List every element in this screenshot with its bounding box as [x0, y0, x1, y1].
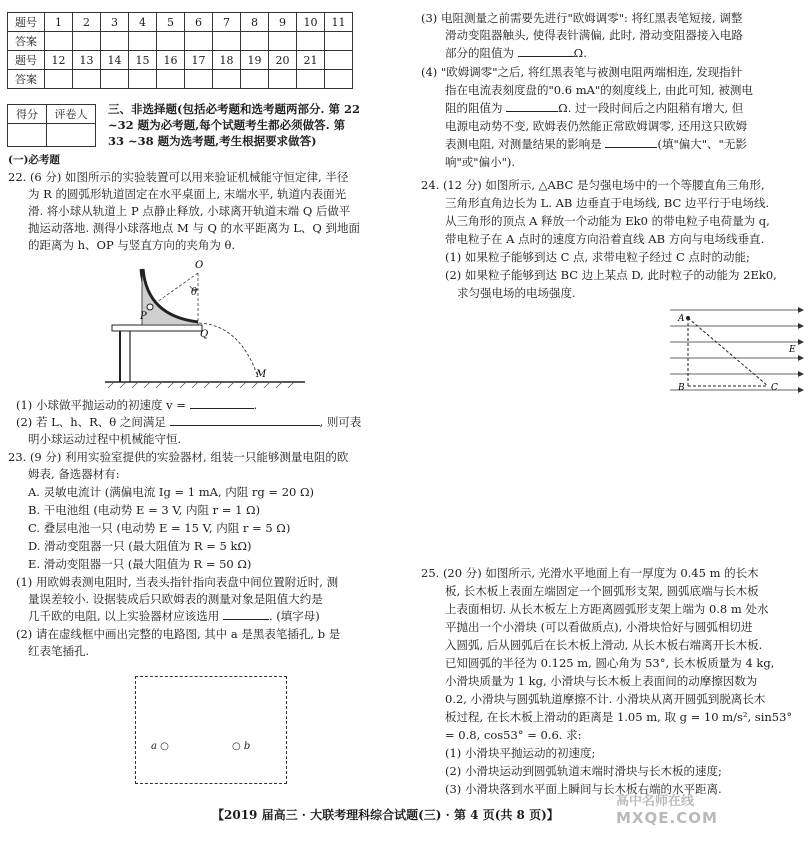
answer-cell[interactable] [297, 32, 325, 51]
label-O: O [195, 260, 204, 271]
question-text-line: (3) 小滑块落到水平面上瞬间与长木板右端的水平距离. [445, 782, 722, 796]
score-field[interactable] [8, 124, 47, 147]
question-number-cell: 9 [269, 13, 297, 32]
question-text-line: 24. (12 分) 如图所示, △ABC 是匀强电场中的一个等腰直角三角形, [421, 178, 765, 192]
page-footer: 【2019 届高三 · 大联考理科综合试题(三) · 第 4 页(共 8 页)】 [212, 808, 559, 822]
q22-sub1-text: (1) 小球做平抛运动的初速度 v = [16, 398, 186, 412]
field-arrows [798, 307, 804, 393]
answer-blank[interactable] [223, 619, 269, 620]
option-line: D. 滑动变阻器一只 (最大阻值为 R = 5 kΩ) [28, 539, 252, 553]
question-number-cell: 2 [73, 13, 101, 32]
answer-blank[interactable] [170, 425, 320, 426]
question-text-line: 明小球运动过程中机械能守恒. [28, 432, 182, 446]
label-A: A [678, 314, 685, 324]
empty-cell [325, 51, 353, 70]
question-number-cell: 4 [129, 13, 157, 32]
q23-sub3-line [445, 46, 587, 60]
q22-sub1-tail: . [253, 398, 258, 412]
option-line: C. 叠层电池一只 (电动势 E = 15 V, 内阻 r = 5 Ω) [28, 521, 291, 535]
answer-cell[interactable] [269, 32, 297, 51]
question-text-line: 平抛出一个小滑块 (可以看做质点), 小滑块恰好与圆弧相切进 [445, 620, 753, 634]
q23-sub4-unit: Ω. 过一段时间后之内阻稍有增大, 但 [558, 101, 744, 115]
option-line: E. 滑动变阻器一只 (最大阻值为 R = 50 Ω) [28, 557, 252, 571]
q23-sub4-choice-text: 表测电阻, 对测量结果的影响是 [445, 137, 602, 151]
question-number-cell: 16 [157, 51, 185, 70]
grader-field[interactable] [47, 124, 96, 147]
question-text-line: (2) 请在虚线框中画出完整的电路图, 其中 a 是黑表笔插孔, b 是 [16, 627, 341, 641]
answer-cell[interactable] [101, 70, 129, 89]
subsection-title: (一)必考题 [8, 154, 60, 166]
question-text-line: 入圆弧, 后从圆弧后在长木板上滑动, 从长木板右端离开长木板. [445, 638, 763, 652]
question-text-line: 板过程, 在长木板上滑动的距离是 1.05 m, 取 g = 10 m/s², sin53° [445, 710, 793, 724]
answer-cell[interactable] [241, 70, 269, 89]
answer-cell[interactable] [297, 70, 325, 89]
question-number-cell: 17 [185, 51, 213, 70]
option-line: A. 灵敏电流计 (满偏电流 Ig = 1 mA, 内阻 rg = 20 Ω) [28, 485, 315, 499]
question-number-cell: 8 [241, 13, 269, 32]
answer-cell[interactable] [157, 70, 185, 89]
q23-sub1-tail: . (填字母) [268, 609, 320, 623]
question-text-line: = 0.8, cos53° = 0.6. 求: [445, 728, 582, 742]
field-lines [670, 310, 798, 390]
question-number-cell: 6 [185, 13, 213, 32]
question-text-line: 0.2, 小滑块与圆弧轨道摩擦不计. 小滑块从离开圆弧到脱离长木 [445, 692, 766, 706]
answer-cell[interactable] [129, 32, 157, 51]
question-text-line: (1) 如果粒子能够到达 C 点, 求带电粒子经过 C 点时的动能; [445, 250, 750, 264]
question-text-line: 滑动变阻器触头, 使得表针满偏, 此时, 滑动变阻器接入电路 [445, 28, 743, 42]
question-text-line: (2) 小滑块运动到圆弧轨道末端时滑块与长木板的速度; [445, 764, 722, 778]
label-M: M [256, 369, 267, 380]
question-text-line: 三角形直角边长为 L. AB 边垂直于电场线, BC 边平行于电场线. [445, 196, 770, 210]
question-number-cell: 12 [45, 51, 73, 70]
answer-cell[interactable] [213, 70, 241, 89]
question-text-line: 为 R 的圆弧形轨道固定在水平桌面上, 末端水平, 轨道内表面光 [28, 187, 347, 201]
answer-cell[interactable] [73, 32, 101, 51]
question-text-line: 已知圆弧的半径为 0.125 m, 圆心角为 53°, 长木板质量为 4 kg, [445, 656, 775, 670]
answer-cell[interactable] [185, 32, 213, 51]
q23-sub4-text: 阻的阻值为 [445, 101, 503, 115]
q22-sub2-tail: , 则可表 [319, 415, 362, 429]
q23-sub3-unit: Ω. [573, 46, 587, 60]
watermark-domain: MXQE.COM [616, 809, 718, 827]
answer-table-row [8, 51, 353, 70]
q23-sub4-choice-end [445, 155, 515, 169]
grader-label: 评卷人 [47, 105, 96, 124]
watermark [616, 790, 718, 827]
question-text-line: 23. (9 分) 利用实验室提供的实验器材, 组装一只能够测量电阻的欧 [8, 450, 349, 464]
ground-hatch [108, 382, 294, 388]
question-number-cell: 18 [213, 51, 241, 70]
answer-cell[interactable] [325, 32, 353, 51]
answer-cell[interactable] [73, 70, 101, 89]
question-text-line: 求匀强电场的电场强度. [457, 286, 576, 300]
answer-table-row [8, 70, 353, 89]
table-top [112, 325, 202, 331]
question-text-line: 滑. 将小球从轨道上 P 点静止释放, 小球离开轨道末端 Q 后做平 [28, 204, 351, 218]
question-text-line: 抛运动落地. 测得小球落地点 M 与 Q 的水平距离为 L、Q 到地面 [28, 221, 361, 235]
q23-sub4-choice-hint: (填"偏大"、"无影 [657, 137, 747, 151]
answer-cell[interactable] [157, 32, 185, 51]
question-number-cell: 3 [101, 13, 129, 32]
label-E: E [789, 345, 796, 355]
section-heading-line: ~32 题为必考题,每个试题考生都必须做答. 第 [108, 118, 346, 132]
question-text-line: 指在电流表刻度盘的"0.6 mA"的刻度线上, 由此可知, 被测电 [445, 83, 753, 97]
answer-cell[interactable] [129, 70, 157, 89]
question-text-line: 板, 长木板上表面左端固定一个圆弧形支架, 圆弧底端与长木板 [445, 584, 759, 598]
terminal-a-label: a [151, 741, 157, 752]
q22-sub1 [16, 398, 257, 412]
question-number-cell: 21 [297, 51, 325, 70]
q23-sub4-choice-close: 或"偏小"). [461, 155, 516, 169]
section-heading-line: 33 ~38 题为选考题,考生根据要求做答) [108, 134, 317, 148]
question-text-line: 22. (6 分) 如图所示的实验装置可以用来验证机械能守恒定律, 半径 [8, 170, 349, 184]
circuit-drawing-box[interactable] [135, 676, 287, 784]
answer-blank[interactable] [605, 147, 657, 148]
option-line: B. 干电池组 (电动势 E = 3 V, 内阻 r = 1 Ω) [28, 503, 261, 517]
question-text-line: 从三角形的顶点 A 释放一个动能为 Ek0 的带电粒子电荷量为 q, [445, 214, 770, 228]
terminal-a: a ○ [151, 741, 169, 752]
label-B: B [678, 383, 685, 393]
table-header-cell: 题号 [8, 13, 45, 32]
table-header-cell: 答案 [8, 32, 45, 51]
question-text-line: (1) 用欧姆表测电阻时, 当表头指针指向表盘中间位置附近时, 测 [16, 575, 339, 589]
answer-blank[interactable] [518, 56, 574, 57]
q23-sub1-text: 几千欧的电阻, 以上实验器材应该选用 [28, 609, 220, 623]
label-C: C [771, 383, 778, 393]
question-number-cell: 14 [101, 51, 129, 70]
question-number-cell: 10 [297, 13, 325, 32]
q22-figure [100, 255, 310, 397]
question-text-line: 量误差较小. 设据装成后只欧姆表的测量对象是阻值大约是 [28, 592, 323, 606]
answer-cell[interactable] [241, 32, 269, 51]
question-text-line: 红表笔插孔. [28, 644, 90, 658]
q23-sub1-line [28, 609, 320, 623]
empty-cell [325, 70, 353, 89]
q23-sub4-choice-hint-tail: 响" [445, 155, 462, 169]
answer-cell[interactable] [269, 70, 297, 89]
label-theta: θ [191, 287, 198, 298]
question-text-line: 带电粒子在 A 点时的速度方向沿着直线 AB 方向与电场线垂直. [445, 232, 765, 246]
answer-cell[interactable] [185, 70, 213, 89]
q24-figure [668, 304, 806, 396]
question-text-line: 电源电动势不变, 欧姆表仍然能正常欧姆调零, 还用这只欧姆 [445, 119, 748, 133]
answer-blank[interactable] [190, 408, 254, 409]
q22-sub2 [16, 415, 361, 429]
q22-sub2-text: (2) 若 L、h、R、θ 之间满足 [16, 415, 166, 429]
section-heading-line: 三、非选择题(包括必考题和选考题两部分. 第 22 [108, 102, 360, 116]
score-box [7, 104, 96, 147]
q23-sub3-text: 部分的阻值为 [445, 46, 514, 60]
question-text-line: 25. (20 分) 如图所示, 光滑水平地面上有一厚度为 0.45 m 的长木 [421, 566, 759, 580]
score-label: 得分 [8, 105, 47, 124]
answer-cell[interactable] [101, 32, 129, 51]
q23-sub4-line [445, 101, 743, 115]
answer-table-row [8, 32, 353, 51]
watermark-text: 高中名师在线 [616, 794, 695, 809]
table-header-cell: 题号 [8, 51, 45, 70]
answer-blank[interactable] [506, 111, 558, 112]
question-text-line: 小滑块质量为 1 kg, 小滑块与长木板上表面间的动摩擦因数为 [445, 674, 758, 688]
question-number-cell: 1 [45, 13, 73, 32]
question-text-line: (4) "欧姆调零"之后, 将红黑表笔与被测电阻两端相连, 发现指针 [421, 65, 743, 79]
question-number-cell: 11 [325, 13, 353, 32]
answer-table [7, 12, 353, 89]
terminal-b: ○ b [232, 741, 251, 752]
label-Q: Q [200, 329, 209, 340]
label-P: P [140, 311, 147, 322]
answer-cell[interactable] [213, 32, 241, 51]
question-text-line: 的距离为 h、OP 与竖直方向的夹角为 θ. [28, 238, 236, 252]
terminal-b-label: b [243, 741, 251, 752]
question-text-line: (1) 小滑块平抛运动的初速度; [445, 746, 596, 760]
question-text-line: 上表面相切. 从长木板左上方距离圆弧形支架上端为 0.8 m 处水 [445, 602, 769, 616]
question-number-cell: 20 [269, 51, 297, 70]
answer-cell[interactable] [45, 70, 73, 89]
q23-sub4-choice-line [445, 137, 747, 151]
question-number-cell: 5 [157, 13, 185, 32]
question-text-line: (2) 如果粒子能够到达 BC 边上某点 D, 此时粒子的动能为 2Ek0, [445, 268, 777, 282]
answer-cell[interactable] [45, 32, 73, 51]
answer-table-row [8, 13, 353, 32]
question-number-cell: 15 [129, 51, 157, 70]
table-header-cell: 答案 [8, 70, 45, 89]
question-text-line: 姆表, 备选器材有: [28, 467, 120, 481]
question-number-cell: 19 [241, 51, 269, 70]
question-number-cell: 7 [213, 13, 241, 32]
question-text-line: (3) 电阻测量之前需要先进行"欧姆调零": 将红黑表笔短接, 调整 [421, 11, 743, 25]
question-number-cell: 13 [73, 51, 101, 70]
